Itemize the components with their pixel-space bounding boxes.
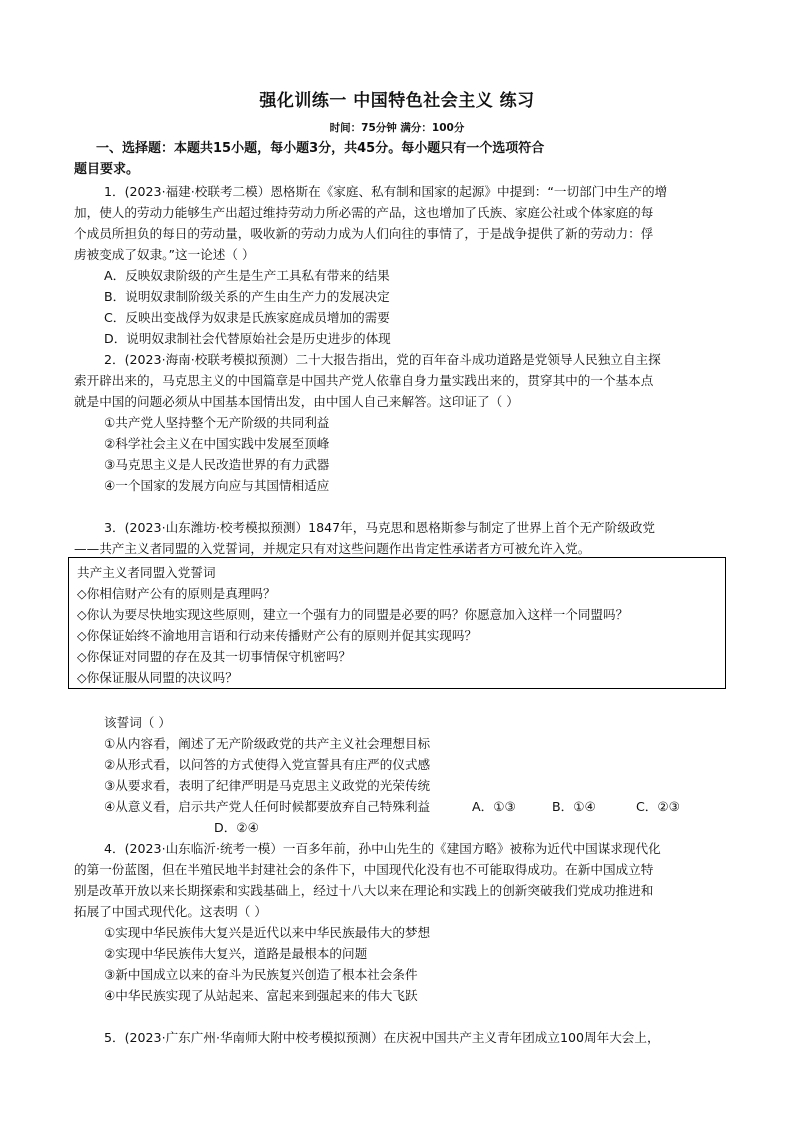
q3-item: ①从内容看，阐述了无产阶级政党的共产主义社会理想目标 xyxy=(104,736,431,751)
q4-item: ①实现中华民族伟大复兴是近代以来中华民族最伟大的梦想 xyxy=(104,925,431,940)
oath-item: ◇你保证始终不渝地用言语和行动来传播财产公有的原则并促其实现吗？ xyxy=(77,628,478,643)
q3-line: 3．(2023·山东潍坊·校考模拟预测）1847年，马克思和恩格斯参与制定了世界上首个无产阶级政党 xyxy=(104,520,656,535)
q3-choice-d: D．②④ xyxy=(214,820,259,835)
oath-item: ◇你认为要尽快地实现这些原则，建立一个强有力的同盟是必要的吗？你愿意加入这样一个同盟吗？ xyxy=(77,607,629,622)
q4-line: 4．(2023·山东临沂·统考一模）一百多年前，孙中山先生的《建国方略》被称为近代中国谋求现代化 xyxy=(104,841,661,856)
q3-line: ——共产主义者同盟的入党誓词，并规定只有对这些问题作出肯定性承诺者方可被允许入党。 xyxy=(74,541,591,556)
q1-line: 个成员所担负的每日的劳动量，吸收新的劳动力成为人们向往的事情了，于是战争提供了新的劳动力：俘 xyxy=(74,226,654,241)
q1-option-c: C．反映出变战俘为奴隶是氏族家庭成员增加的需要 xyxy=(104,310,390,325)
q3-stem: 该誓词（ ） xyxy=(104,715,171,730)
q2-line: 就是中国的问题必须从中国基本国情出发，由中国人自己来解答。这印证了（ ） xyxy=(74,394,519,409)
oath-item: ◇你保证对同盟的存在及其一切事情保守机密吗？ xyxy=(77,649,352,664)
time-score-line: 时间：75分钟 满分：100分 xyxy=(329,122,465,134)
q3-choice-b: B．①④ xyxy=(552,799,596,814)
section-heading-cont: 题目要求。 xyxy=(74,162,140,177)
q2-line: 2．(2023·海南·校联考模拟预测）二十大报告指出，党的百年奋斗成功道路是党领导人民独立自主探 xyxy=(104,352,661,367)
q4-line: 拓展了中国式现代化。这表明（ ） xyxy=(74,904,267,919)
q3-item: ③从要求看，表明了纪律严明是马克思主义政党的光荣传统 xyxy=(104,778,431,793)
oath-box xyxy=(68,557,726,689)
q3-item-with-choices xyxy=(104,796,724,817)
oath-item: ◇你相信财产公有的原则是真理吗？ xyxy=(77,586,276,601)
q2-item: ④一个国家的发展方向应与其国情相适应 xyxy=(104,478,330,493)
section-heading: 一、选择题：本题共15小题，每小题3分，共45分。每小题只有一个选项符合 xyxy=(96,141,545,156)
q5-line: 5．(2023·广东广州·华南师大附中校考模拟预测）在庆祝中国共产主义青年团成立100周年大会上， xyxy=(104,1030,660,1045)
q2-item: ①共产党人坚持整个无产阶级的共同利益 xyxy=(104,415,330,430)
q3-choice-c: C．②③ xyxy=(636,799,680,814)
q1-option-d: D．说明奴隶制社会代替原始社会是历史进步的体现 xyxy=(104,331,391,346)
q1-line: 虏被变成了奴隶。”这一论述（ ） xyxy=(74,247,255,262)
q4-item: ③新中国成立以来的奋斗为民族复兴创造了根本社会条件 xyxy=(104,967,418,982)
q4-item: ②实现中华民族伟大复兴，道路是最根本的问题 xyxy=(104,946,368,961)
q2-item: ③马克思主义是人民改造世界的有力武器 xyxy=(104,457,330,472)
q3-item: ④从意义看，启示共产党人任何时候都要放弃自己特殊利益 xyxy=(104,799,431,814)
q2-item: ②科学社会主义在中国实践中发展至顶峰 xyxy=(104,436,330,451)
q4-line: 的第一份蓝图，但在半殖民地半封建社会的条件下，中国现代化没有也不可能取得成功。在新中国成立特 xyxy=(74,862,654,877)
q3-choice-a: A．①③ xyxy=(472,799,516,814)
oath-item: ◇你保证服从同盟的决议吗？ xyxy=(77,670,238,685)
q2-line: 索开辟出来的，马克思主义的中国篇章是中国共产党人依靠自身力量实践出来的，贯穿其中的一个基本点 xyxy=(74,373,654,388)
oath-box-title: 共产主义者同盟入党誓词 xyxy=(77,565,216,580)
q1-option-a: A．反映奴隶阶级的产生是生产工具私有带来的结果 xyxy=(104,268,390,283)
q1-option-b: B．说明奴隶制阶级关系的产生由生产力的发展决定 xyxy=(104,289,390,304)
page-title: 强化训练一 中国特色社会主义 练习 xyxy=(259,91,535,111)
q3-item: ②从形式看，以问答的方式使得入党宣誓具有庄严的仪式感 xyxy=(104,757,431,772)
q1-line: 1．(2023·福建·校联考二模）恩格斯在《家庭、私有制和国家的起源》中提到：“一切部门中生产的增 xyxy=(104,184,668,199)
q1-line: 加，使人的劳动力能够生产出超过维持劳动力所必需的产品，这也增加了氏族、家庭公社或个体家庭的每 xyxy=(74,205,654,220)
q4-line: 别是改革开放以来长期探索和实践基础上，经过十八大以来在理论和实践上的创新突破我们党成功推进和 xyxy=(74,883,654,898)
q4-item: ④中华民族实现了从站起来、富起来到强起来的伟大飞跃 xyxy=(104,988,418,1003)
